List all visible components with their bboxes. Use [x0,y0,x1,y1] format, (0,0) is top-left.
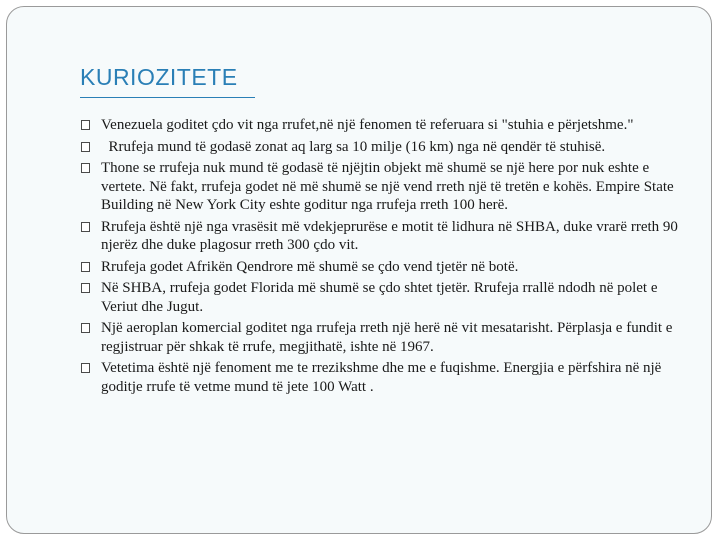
bullet-square-icon [81,283,90,293]
bullet-square-icon [81,262,90,272]
bullet-item [80,218,680,255]
title-underline [80,97,255,98]
bullet-text: Rrufeja mund të godasë zonat aq larg sa 10 milje (16 km) nga në qendër të stuhisë. [101,138,606,155]
bullet-text: Në SHBA, rrufeja godet Florida më shumë se çdo shtet tjetër. Rrufeja rrallë ndodh në polet e Veriut dhe Jugut. [101,280,658,315]
slide-title: KURIOZITETE [80,64,238,90]
bullet-item [80,279,680,316]
bullet-square-icon [81,323,90,333]
bullet-item [80,116,680,135]
bullet-text: Thone se rrufeja nuk mund të godasë të njëjtin objekt më shumë se një here por nuk eshte e vertete. Në fakt, rrufeja godet në më shumë se një vend rreth një të tretën e kohës. Empire State Building në New York City eshte goditur nga rrufeja rreth 100 herë. [101,160,674,213]
bullet-item [80,159,680,215]
bullet-list [80,116,680,399]
bullet-square-icon [81,222,90,232]
bullet-square-icon [81,363,90,373]
bullet-item [80,258,680,277]
bullet-text: Rrufeja godet Afrikën Qendrore më shumë se çdo vend tjetër në botë. [101,258,519,275]
bullet-item [80,138,680,157]
bullet-text: Venezuela goditet çdo vit nga rrufet,në një fenomen të referuara si "stuhia e përjetshme." [101,117,634,133]
bullet-item [80,359,680,396]
bullet-text: Një aeroplan komercial goditet nga rrufeja rreth një herë në vit mesatarisht. Përplasja e fundit e regjistruar për shkak të rrufe, megjithatë, ishte në 1967. [101,320,673,355]
bullet-square-icon [81,163,90,173]
bullet-item [80,319,680,356]
bullet-text: Vetetima është një fenoment me te rrezikshme dhe me e fuqishme. Energjia e përfshira në një goditje rrufe të vetme mund të jete 100 Watt . [101,360,662,395]
bullet-square-icon [81,142,90,152]
bullet-square-icon [81,120,90,130]
bullet-text: Rrufeja është një nga vrasësit më vdekjeprurëse e motit të lidhura në SHBA, duke vrarë rreth 90 njerëz dhe duke plagosur rreth 300 çdo vit. [101,218,678,253]
